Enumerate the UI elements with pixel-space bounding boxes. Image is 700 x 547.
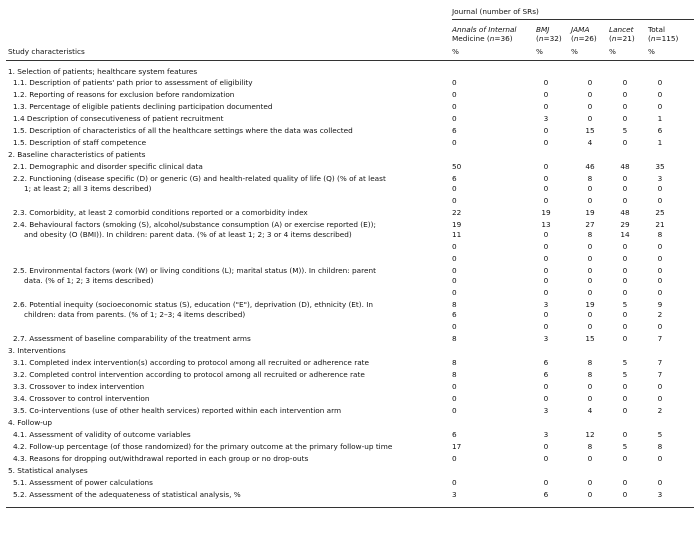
section-heading: 5. Statistical analyses: [8, 466, 88, 475]
column-header-2-line-1: BMJ: [536, 25, 550, 34]
cell-value: 0: [622, 174, 628, 183]
cell-value: 8: [452, 358, 457, 367]
cell-value: 0: [543, 454, 549, 463]
cell-value: 0: [622, 288, 628, 297]
cell-value: 15: [585, 334, 595, 343]
cell-value: 6: [452, 174, 457, 183]
cell-value: 0: [622, 184, 628, 193]
cell-value: 5: [657, 430, 663, 439]
cell-value: 0: [622, 276, 628, 285]
cell-value: 6: [543, 370, 549, 379]
cell-value: 0: [657, 184, 663, 193]
row-label: 4.1. Assessment of validity of outcome variables: [13, 430, 191, 439]
cell-value: 0: [657, 276, 663, 285]
row-label: 1.4 Description of consecutiveness of patient recruitment: [13, 114, 224, 123]
column-header-5-line-1: Total: [648, 25, 666, 34]
row-label: 1.5. Description of characteristics of all the healthcare settings where the data was collected: [13, 126, 353, 135]
cell-value: 0: [587, 254, 593, 263]
cell-value: 21: [655, 220, 665, 229]
section-heading: 2. Baseline characteristics of patients: [8, 150, 146, 159]
row-label: 2.6. Potential inequity (socioeconomic status (S), education ("E"), deprivation (D), ethnicity (Et). In: [13, 300, 374, 309]
cell-value: 22: [452, 208, 462, 217]
cell-value: 0: [452, 406, 457, 415]
row-label: 1.5. Description of staff competence: [13, 138, 147, 147]
row-label: 1.1. Description of patients' path prior to assessment of eligibility: [13, 78, 253, 87]
cell-value: 0: [657, 242, 663, 251]
cell-value: 3: [657, 174, 663, 183]
row-label: 3.4. Crossover to control intervention: [13, 394, 150, 403]
column-header-4-line-2: (n=21): [609, 34, 635, 43]
cell-value: 0: [657, 288, 663, 297]
row-label: 2.5. Environmental factors (work (W) or living conditions (L); marital status (M)). In children: parent: [13, 266, 376, 275]
cell-value: 3: [657, 490, 663, 499]
cell-value: 0: [622, 490, 628, 499]
cell-value: 0: [452, 196, 457, 205]
column-header-1-line-1: Annals of Internal: [452, 25, 517, 34]
cell-value: 0: [543, 90, 549, 99]
cell-value: 0: [587, 382, 593, 391]
cell-value: 0: [587, 310, 593, 319]
row-label: 2.2. Functioning (disease specific (D) or generic (G) and health-related quality of life (Q) (% of at least: [13, 174, 386, 183]
cell-value: 0: [452, 394, 457, 403]
cell-value: 3: [543, 300, 549, 309]
cell-value: 0: [543, 78, 549, 87]
cell-value: 0: [622, 430, 628, 439]
row-label: 4.2. Follow-up percentage (of those randomized) for the primary outcome at the primary follow-up time: [13, 442, 393, 451]
cell-value: 3: [543, 406, 549, 415]
cell-value: 3: [543, 334, 549, 343]
percent-header-3: %: [571, 47, 578, 56]
n-symbol: n: [538, 34, 544, 43]
cell-value: 8: [452, 370, 457, 379]
row-label: data. (% of 1; 2; 3 items described): [24, 276, 154, 285]
row-label: 1.2. Reporting of reasons for exclusion before randomization: [13, 90, 235, 99]
row-label: 2.4. Behavioural factors (smoking (S), alcohol/substance consumption (A) or exercise reported (E));: [13, 220, 376, 229]
cell-value: 8: [587, 442, 593, 451]
cell-value: 8: [657, 442, 663, 451]
cell-value: 0: [587, 394, 593, 403]
cell-value: 19: [585, 300, 595, 309]
cell-value: 5: [622, 370, 628, 379]
cell-value: 0: [657, 254, 663, 263]
cell-value: 0: [543, 288, 549, 297]
cell-value: 0: [452, 454, 457, 463]
cell-value: 0: [587, 478, 593, 487]
cell-value: 9: [657, 300, 663, 309]
cell-value: 5: [622, 300, 628, 309]
cell-value: 0: [657, 196, 663, 205]
cell-value: 0: [657, 90, 663, 99]
cell-value: 0: [543, 394, 549, 403]
percent-header-5: %: [648, 47, 655, 56]
cell-value: 48: [620, 208, 630, 217]
cell-value: 0: [622, 382, 628, 391]
journal-group-rule: [452, 19, 694, 20]
cell-value: 0: [543, 310, 549, 319]
cell-value: 0: [543, 102, 549, 111]
cell-value: 0: [452, 114, 457, 123]
cell-value: 0: [622, 102, 628, 111]
cell-value: 0: [622, 334, 628, 343]
cell-value: 0: [543, 174, 549, 183]
cell-value: 0: [452, 288, 457, 297]
cell-value: 0: [622, 196, 628, 205]
cell-value: 0: [452, 276, 457, 285]
cell-value: 1: [657, 114, 663, 123]
cell-value: 5: [622, 126, 628, 135]
cell-value: 1: [657, 138, 663, 147]
cell-value: 19: [452, 220, 462, 229]
cell-value: 0: [543, 478, 549, 487]
cell-value: 0: [657, 102, 663, 111]
cell-value: 0: [657, 454, 663, 463]
cell-value: 0: [622, 90, 628, 99]
cell-value: 7: [657, 370, 663, 379]
cell-value: 0: [657, 394, 663, 403]
cell-value: 8: [587, 370, 593, 379]
cell-value: 0: [452, 382, 457, 391]
cell-value: 0: [587, 288, 593, 297]
cell-value: 0: [587, 322, 593, 331]
cell-value: 0: [622, 114, 628, 123]
row-label: 3.3. Crossover to index intervention: [13, 382, 145, 391]
cell-value: 0: [587, 184, 593, 193]
cell-value: 0: [587, 102, 593, 111]
row-label: children: data from parents. (% of 1; 2–3; 4 items described): [24, 310, 246, 319]
cell-value: 46: [585, 162, 595, 171]
cell-value: 8: [587, 174, 593, 183]
row-label: 4.3. Reasons for dropping out/withdrawal reported in each group or no drop-outs: [13, 454, 309, 463]
cell-value: 17: [452, 442, 462, 451]
study-characteristics-header: Study characteristics: [8, 47, 85, 56]
cell-value: 0: [587, 90, 593, 99]
cell-value: 13: [541, 220, 551, 229]
cell-value: 48: [620, 162, 630, 171]
row-label: 1.3. Percentage of eligible patients declining participation documented: [13, 102, 273, 111]
cell-value: 0: [543, 266, 549, 275]
row-label: 5.1. Assessment of power calculations: [13, 478, 153, 487]
section-heading: 3. Interventions: [8, 346, 66, 355]
row-label: and obesity (O (BMI)). In children: parent data. (% of at least 1; 2; 3 or 4 items described): [24, 230, 352, 239]
cell-value: 12: [585, 430, 595, 439]
cell-value: 0: [657, 78, 663, 87]
section-heading: 1. Selection of patients; healthcare system features: [8, 67, 198, 76]
cell-value: 6: [543, 358, 549, 367]
cell-value: 0: [587, 276, 593, 285]
cell-value: 0: [587, 490, 593, 499]
cell-value: 50: [452, 162, 462, 171]
cell-value: 0: [622, 394, 628, 403]
n-symbol: n: [650, 34, 656, 43]
cell-value: 3: [543, 114, 549, 123]
cell-value: 0: [622, 478, 628, 487]
cell-value: 6: [452, 430, 457, 439]
cell-value: 0: [587, 196, 593, 205]
column-header-4-line-1: Lancet: [609, 25, 634, 34]
cell-value: 0: [622, 266, 628, 275]
cell-value: 5: [622, 442, 628, 451]
cell-value: 7: [657, 334, 663, 343]
cell-value: 0: [452, 102, 457, 111]
row-label: 2.1. Demographic and disorder specific clinical data: [13, 162, 203, 171]
cell-value: 0: [543, 442, 549, 451]
cell-value: 0: [452, 90, 457, 99]
cell-value: 0: [543, 254, 549, 263]
row-label: 2.3. Comorbidity, at least 2 comorbid conditions reported or a comorbidity index: [13, 208, 308, 217]
row-label: 1; at least 2; all 3 items described): [24, 184, 152, 193]
cell-value: 0: [657, 478, 663, 487]
cell-value: 0: [622, 242, 628, 251]
cell-value: 8: [587, 230, 593, 239]
cell-value: 2: [657, 310, 663, 319]
cell-value: 0: [622, 322, 628, 331]
cell-value: 6: [452, 310, 457, 319]
cell-value: 35: [655, 162, 665, 171]
cell-value: 0: [543, 184, 549, 193]
cell-value: 0: [587, 242, 593, 251]
cell-value: 0: [622, 310, 628, 319]
cell-value: 8: [657, 230, 663, 239]
cell-value: 0: [657, 382, 663, 391]
cell-value: 6: [452, 126, 457, 135]
cell-value: 19: [541, 208, 551, 217]
cell-value: 0: [452, 78, 457, 87]
n-symbol: n: [489, 34, 495, 43]
row-label: 5.2. Assessment of the adequateness of statistical analysis, %: [13, 490, 241, 499]
column-header-1-line-2: Medicine (n=36): [452, 34, 513, 43]
cell-value: 7: [657, 358, 663, 367]
cell-value: 0: [587, 114, 593, 123]
cell-value: 15: [585, 126, 595, 135]
cell-value: 0: [543, 382, 549, 391]
cell-value: 0: [622, 454, 628, 463]
cell-value: 0: [543, 162, 549, 171]
cell-value: 0: [587, 454, 593, 463]
column-header-3-line-1: JAMA: [571, 25, 590, 34]
cell-value: 29: [620, 220, 630, 229]
cell-value: 0: [452, 242, 457, 251]
column-header-2-line-2: (n=32): [536, 34, 562, 43]
percent-header-4: %: [609, 47, 616, 56]
cell-value: 8: [452, 334, 457, 343]
cell-value: 0: [452, 138, 457, 147]
percent-header-1: %: [452, 47, 459, 56]
row-label: 2.7. Assessment of baseline comparability of the treatment arms: [13, 334, 251, 343]
cell-value: 0: [452, 266, 457, 275]
bottom-rule: [6, 507, 694, 508]
cell-value: 19: [585, 208, 595, 217]
cell-value: 0: [657, 266, 663, 275]
row-label: 3.5. Co-interventions (use of other health services) reported within each intervention arm: [13, 406, 342, 415]
cell-value: 2: [657, 406, 663, 415]
cell-value: 11: [452, 230, 462, 239]
cell-value: 14: [620, 230, 630, 239]
cell-value: 0: [543, 322, 549, 331]
percent-header-2: %: [536, 47, 543, 56]
cell-value: 0: [543, 126, 549, 135]
cell-value: 0: [622, 138, 628, 147]
column-header-5-line-2: (n=115): [648, 34, 679, 43]
cell-value: 0: [452, 184, 457, 193]
cell-value: 6: [657, 126, 663, 135]
cell-value: 0: [657, 322, 663, 331]
cell-value: 6: [543, 490, 549, 499]
cell-value: 0: [452, 478, 457, 487]
cell-value: 0: [622, 254, 628, 263]
cell-value: 0: [543, 196, 549, 205]
cell-value: 0: [543, 242, 549, 251]
cell-value: 25: [655, 208, 665, 217]
section-heading: 4. Follow-up: [8, 418, 53, 427]
cell-value: 3: [543, 430, 549, 439]
cell-value: 27: [585, 220, 595, 229]
journal-group-header: Journal (number of SRs): [452, 7, 539, 16]
n-symbol: n: [611, 34, 617, 43]
cell-value: 0: [622, 78, 628, 87]
row-label: 3.2. Completed control intervention according to protocol among all recruited or adherence rate: [13, 370, 365, 379]
cell-value: 0: [452, 254, 457, 263]
cell-value: 8: [587, 358, 593, 367]
cell-value: 0: [543, 276, 549, 285]
cell-value: 4: [587, 138, 593, 147]
cell-value: 5: [622, 358, 628, 367]
row-label: 3.1. Completed index intervention(s) according to protocol among all recruited or adherence rate: [13, 358, 370, 367]
header-rule: [6, 60, 694, 61]
cell-value: 0: [543, 138, 549, 147]
cell-value: 8: [452, 300, 457, 309]
n-symbol: n: [573, 34, 579, 43]
cell-value: 0: [543, 230, 549, 239]
cell-value: 3: [452, 490, 457, 499]
cell-value: 0: [587, 266, 593, 275]
cell-value: 0: [452, 322, 457, 331]
column-header-3-line-2: (n=26): [571, 34, 597, 43]
cell-value: 4: [587, 406, 593, 415]
cell-value: 0: [587, 78, 593, 87]
cell-value: 0: [622, 406, 628, 415]
